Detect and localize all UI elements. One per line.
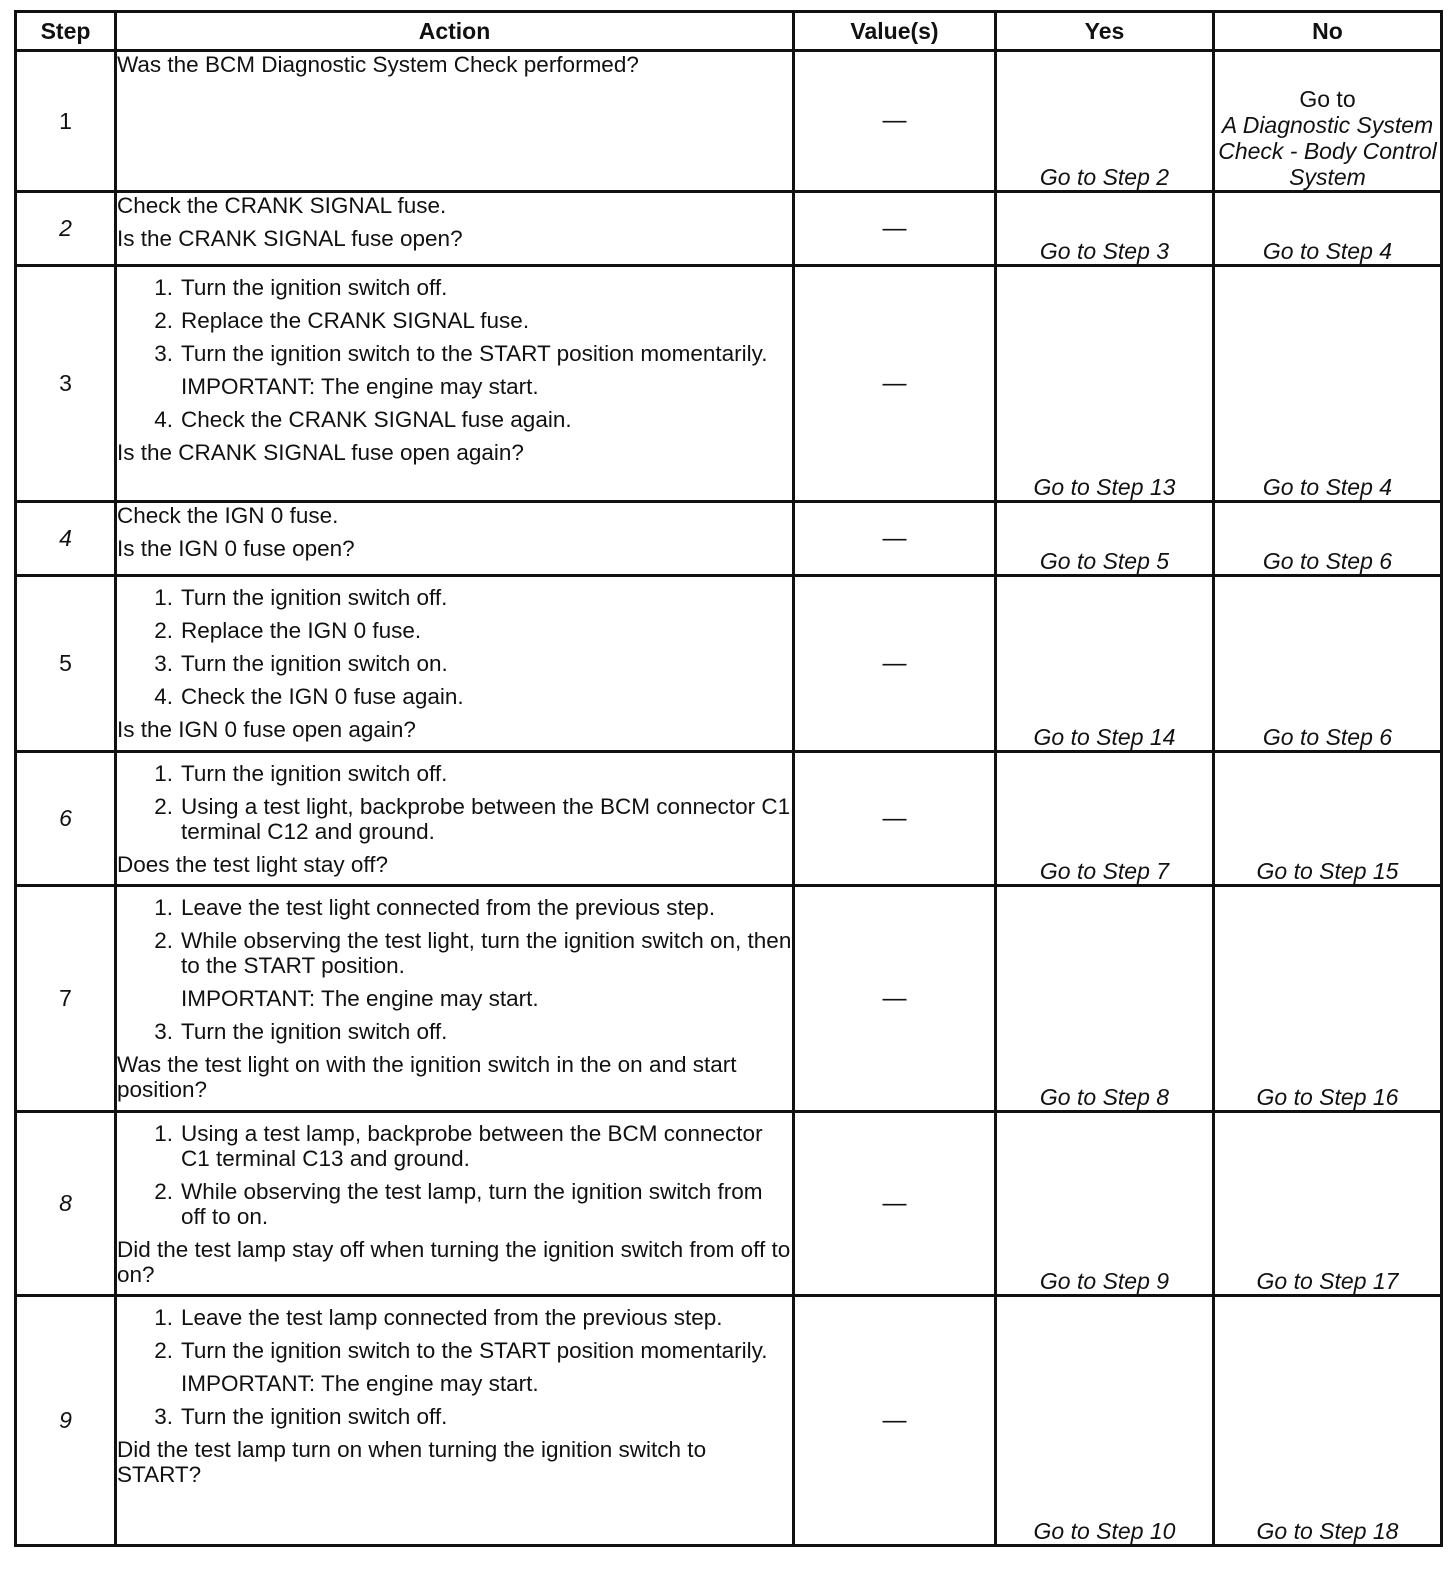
no-link[interactable]: Go to Step 18 bbox=[1214, 1296, 1442, 1546]
header-row bbox=[16, 12, 1442, 51]
no-link[interactable]: Go to Step 15 bbox=[1214, 752, 1442, 886]
item-text: Check the CRANK SIGNAL fuse again. bbox=[181, 407, 572, 432]
yes-link[interactable]: Go to Step 14 bbox=[996, 576, 1214, 752]
item-text: Turn the ignition switch on. bbox=[181, 651, 448, 676]
action-cell bbox=[116, 1296, 794, 1546]
action-line: Check the IGN 0 fuse. bbox=[117, 503, 339, 528]
item-text: Turn the ignition switch to the START position momentarily. bbox=[181, 341, 768, 366]
yes-link[interactable]: Go to Step 13 bbox=[996, 266, 1214, 502]
value-cell: — bbox=[794, 886, 996, 1112]
action-item bbox=[117, 308, 792, 333]
action-item bbox=[117, 1404, 792, 1429]
item-number: 1. bbox=[154, 1121, 173, 1146]
table-row bbox=[16, 1112, 1442, 1296]
action-item bbox=[117, 618, 792, 643]
action-item bbox=[117, 585, 792, 610]
action-item bbox=[117, 794, 792, 844]
item-text: Turn the ignition switch off. bbox=[181, 585, 448, 610]
item-number: 1. bbox=[154, 895, 173, 920]
item-number: 3. bbox=[154, 651, 173, 676]
action-cell bbox=[116, 266, 794, 502]
important-note: IMPORTANT: The engine may start. bbox=[181, 986, 539, 1011]
step-number: 8 bbox=[16, 1112, 116, 1296]
item-number: 2. bbox=[154, 928, 173, 953]
value-cell: — bbox=[794, 502, 996, 576]
item-text: Replace the IGN 0 fuse. bbox=[181, 618, 422, 643]
item-number: 3. bbox=[154, 1019, 173, 1044]
item-number: 2. bbox=[154, 794, 173, 819]
item-text: Using a test lamp, backprobe between the BCM connector C1 terminal C13 and ground. bbox=[181, 1121, 763, 1171]
item-number: 2. bbox=[154, 1338, 173, 1363]
action-line: Is the IGN 0 fuse open? bbox=[117, 536, 355, 561]
action-item bbox=[117, 684, 792, 709]
diagnostic-table bbox=[14, 10, 1443, 1547]
item-number: 2. bbox=[154, 618, 173, 643]
header-action: Action bbox=[116, 12, 794, 51]
table-row bbox=[16, 192, 1442, 266]
important-note: IMPORTANT: The engine may start. bbox=[181, 374, 539, 399]
yes-link[interactable]: Go to Step 9 bbox=[996, 1112, 1214, 1296]
action-item bbox=[117, 651, 792, 676]
item-number: 1. bbox=[154, 275, 173, 300]
action-item bbox=[117, 895, 792, 920]
step-number: 2 bbox=[16, 192, 116, 266]
item-text: Leave the test light connected from the previous step. bbox=[181, 895, 716, 920]
action-question: Does the test light stay off? bbox=[117, 852, 388, 877]
value-cell: — bbox=[794, 192, 996, 266]
item-number: 4. bbox=[154, 407, 173, 432]
item-text: Using a test light, backprobe between the BCM connector C1 terminal C12 and ground. bbox=[181, 794, 791, 844]
item-number: 3. bbox=[154, 1404, 173, 1429]
step-number: 5 bbox=[16, 576, 116, 752]
action-item bbox=[117, 407, 792, 432]
no-cell[interactable] bbox=[1214, 51, 1442, 192]
item-number: 1. bbox=[154, 585, 173, 610]
no-link[interactable]: A Diagnostic System Check - Body Control System bbox=[1218, 112, 1437, 190]
header-values: Value(s) bbox=[794, 12, 996, 51]
header-no: No bbox=[1214, 12, 1442, 51]
action-cell bbox=[116, 502, 794, 576]
item-text: Turn the ignition switch off. bbox=[181, 1019, 448, 1044]
step-number: 7 bbox=[16, 886, 116, 1112]
header-step: Step bbox=[16, 12, 116, 51]
item-text: Leave the test lamp connected from the previous step. bbox=[181, 1305, 723, 1330]
action-question: Was the test light on with the ignition switch in the on and start position? bbox=[117, 1052, 737, 1102]
item-text: While observing the test lamp, turn the ignition switch from off to on. bbox=[181, 1179, 763, 1229]
action-cell bbox=[116, 1112, 794, 1296]
value-cell: — bbox=[794, 752, 996, 886]
no-link[interactable]: Go to Step 6 bbox=[1214, 576, 1442, 752]
action-item bbox=[117, 275, 792, 300]
item-number: 4. bbox=[154, 684, 173, 709]
action-cell bbox=[116, 886, 794, 1112]
no-link[interactable]: Go to Step 16 bbox=[1214, 886, 1442, 1112]
action-line: Was the BCM Diagnostic System Check performed? bbox=[117, 52, 639, 77]
item-text: Turn the ignition switch off. bbox=[181, 761, 448, 786]
item-number: 2. bbox=[154, 308, 173, 333]
yes-link[interactable]: Go to Step 8 bbox=[996, 886, 1214, 1112]
action-line: Is the CRANK SIGNAL fuse open? bbox=[117, 226, 463, 251]
action-cell bbox=[116, 752, 794, 886]
yes-link[interactable]: Go to Step 2 bbox=[996, 51, 1214, 192]
step-number: 3 bbox=[16, 266, 116, 502]
table-row bbox=[16, 886, 1442, 1112]
value-cell: — bbox=[794, 1112, 996, 1296]
action-cell bbox=[116, 192, 794, 266]
value-cell: — bbox=[794, 51, 996, 192]
action-item bbox=[117, 341, 792, 366]
action-item bbox=[117, 928, 792, 978]
item-number: 1. bbox=[154, 1305, 173, 1330]
no-link[interactable]: Go to Step 6 bbox=[1214, 502, 1442, 576]
step-number: 9 bbox=[16, 1296, 116, 1546]
no-prefix: Go to bbox=[1299, 86, 1356, 112]
action-cell bbox=[116, 51, 794, 192]
step-number: 4 bbox=[16, 502, 116, 576]
value-cell: — bbox=[794, 1296, 996, 1546]
no-link[interactable]: Go to Step 4 bbox=[1214, 266, 1442, 502]
important-note: IMPORTANT: The engine may start. bbox=[181, 1371, 539, 1396]
item-text: Replace the CRANK SIGNAL fuse. bbox=[181, 308, 530, 333]
item-text: Turn the ignition switch to the START position momentarily. bbox=[181, 1338, 768, 1363]
no-link[interactable]: Go to Step 4 bbox=[1214, 192, 1442, 266]
table-row bbox=[16, 752, 1442, 886]
action-question: Did the test lamp turn on when turning the ignition switch to START? bbox=[117, 1437, 707, 1487]
yes-link[interactable]: Go to Step 5 bbox=[996, 502, 1214, 576]
yes-link[interactable]: Go to Step 7 bbox=[996, 752, 1214, 886]
action-question: Is the IGN 0 fuse open again? bbox=[117, 717, 416, 742]
table-row bbox=[16, 51, 1442, 192]
item-text: Turn the ignition switch off. bbox=[181, 1404, 448, 1429]
item-text: Turn the ignition switch off. bbox=[181, 275, 448, 300]
action-cell bbox=[116, 576, 794, 752]
action-item bbox=[117, 1121, 792, 1171]
table-row bbox=[16, 1296, 1442, 1546]
table-row bbox=[16, 576, 1442, 752]
action-item bbox=[117, 1179, 792, 1229]
step-number: 1 bbox=[16, 51, 116, 192]
yes-link[interactable]: Go to Step 3 bbox=[996, 192, 1214, 266]
action-line: Check the CRANK SIGNAL fuse. bbox=[117, 193, 447, 218]
action-item bbox=[117, 761, 792, 786]
action-item bbox=[117, 1305, 792, 1330]
table-row bbox=[16, 502, 1442, 576]
action-item bbox=[117, 1019, 792, 1044]
yes-link[interactable]: Go to Step 10 bbox=[996, 1296, 1214, 1546]
item-text: Check the IGN 0 fuse again. bbox=[181, 684, 464, 709]
item-text: While observing the test light, turn the ignition switch on, then to the START position. bbox=[181, 928, 792, 978]
action-question: Is the CRANK SIGNAL fuse open again? bbox=[117, 440, 524, 465]
table-row bbox=[16, 266, 1442, 502]
item-number: 1. bbox=[154, 761, 173, 786]
item-number: 2. bbox=[154, 1179, 173, 1204]
no-link[interactable]: Go to Step 17 bbox=[1214, 1112, 1442, 1296]
header-yes: Yes bbox=[996, 12, 1214, 51]
value-cell: — bbox=[794, 266, 996, 502]
action-question: Did the test lamp stay off when turning the ignition switch from off to on? bbox=[117, 1237, 791, 1287]
action-item bbox=[117, 1338, 792, 1363]
item-number: 3. bbox=[154, 341, 173, 366]
value-cell: — bbox=[794, 576, 996, 752]
step-number: 6 bbox=[16, 752, 116, 886]
